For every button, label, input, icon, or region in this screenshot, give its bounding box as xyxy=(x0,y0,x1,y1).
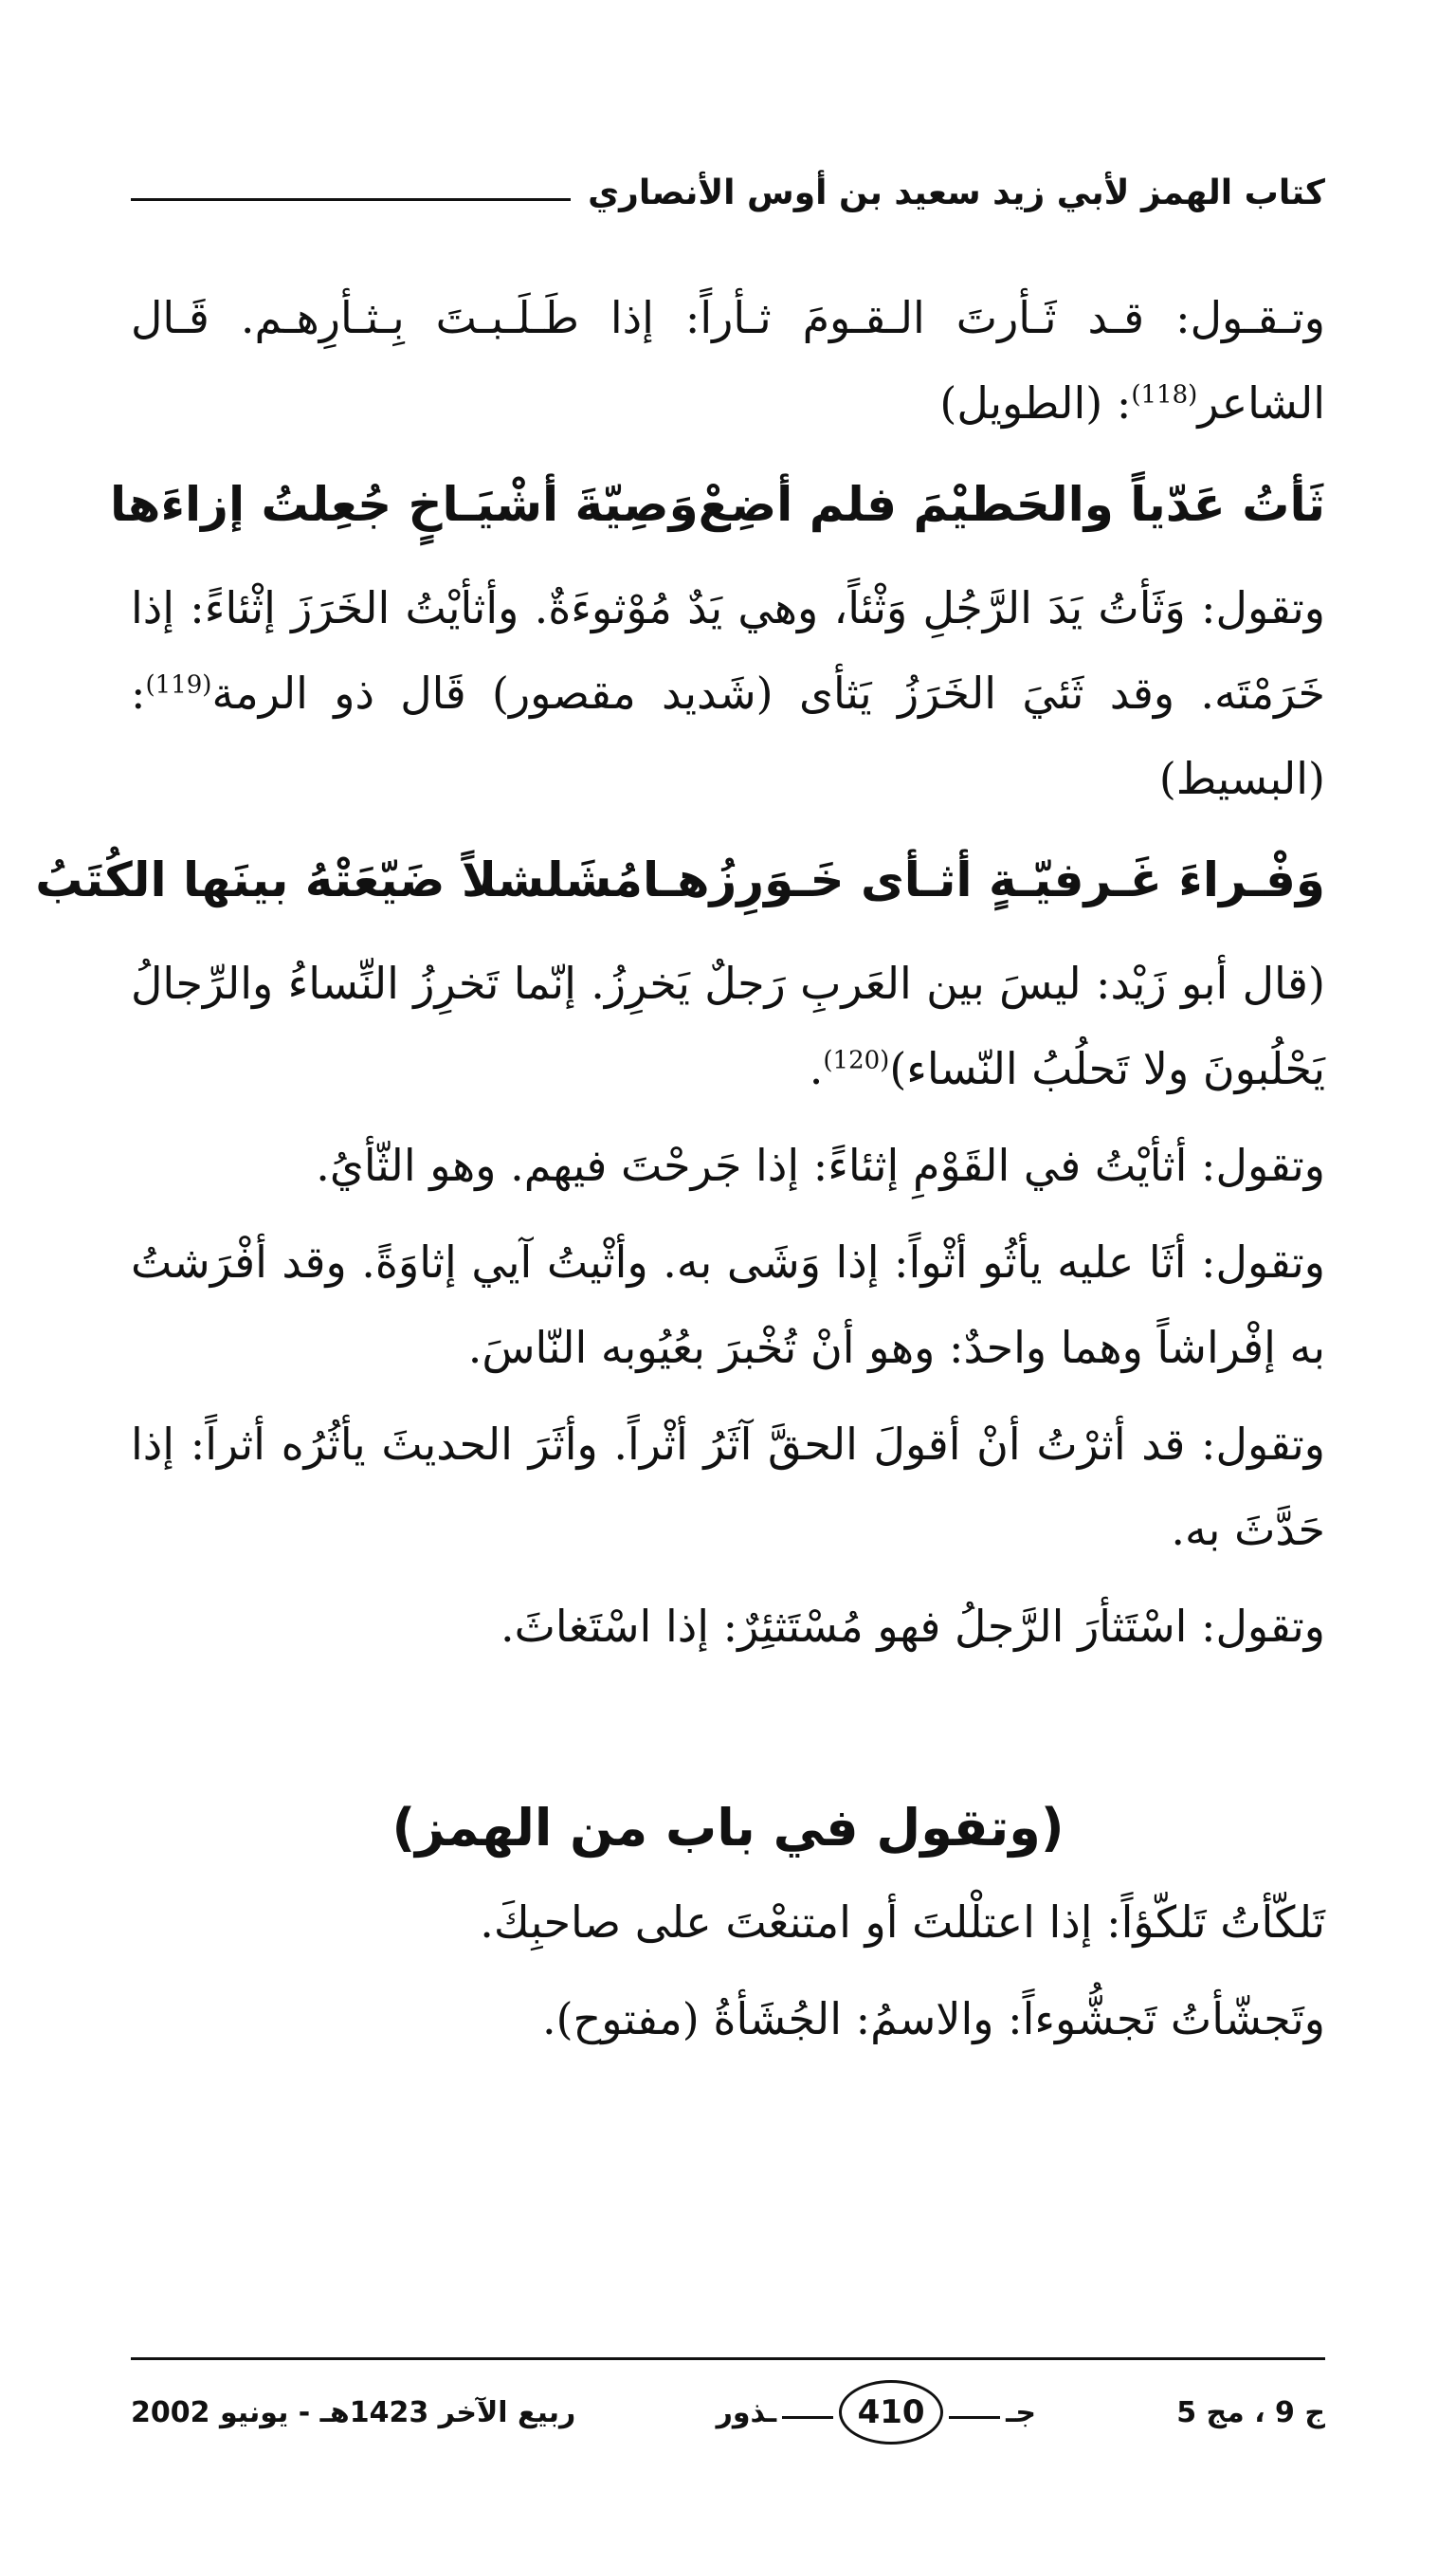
journal-brand xyxy=(717,2380,1036,2445)
issue-info: ج 9 ، مج 5 xyxy=(1176,2395,1325,2429)
brand-prefix: جـ xyxy=(1006,2395,1036,2429)
page-body xyxy=(35,275,1325,2073)
paragraph-2-text: وتقول: وَثَأتُ يَدَ الرَّجُلِ وَثْئاً، وهي يَدٌ مُوْثوءَةٌ. وأثأيْتُ الخَرَزَ إثْئاءً: إذا خَرَمْتَه. وقد ثَئيَ الخَرَزُ يَثأى (شَديد مقصور) قَال ذو الرمة xyxy=(131,582,1325,719)
paragraph-3 xyxy=(131,941,1325,1111)
page-number: 410 xyxy=(839,2380,943,2445)
book-title: كتاب الهمز لأبي زيد سعيد بن أوس الأنصاري xyxy=(588,173,1325,212)
footnote-ref-120: (120) xyxy=(823,1046,890,1075)
brand-suffix: ـذور xyxy=(716,2395,777,2429)
paragraph-1-text: وتـقـول: قـد ثَـأرتَ الـقـومَ ثـأراً: إذا طَـلَـبـتَ بِـثـأرِهـم. قَـال الشاعر xyxy=(131,292,1325,429)
brand-line-left xyxy=(782,2416,833,2419)
meter-label-1: : (الطويل) xyxy=(939,377,1132,429)
footnote-ref-118: (118) xyxy=(1131,380,1198,410)
header-rule xyxy=(131,198,571,201)
issue-date: ربيع الآخر 1423هـ - يونيو 2002 xyxy=(131,2395,576,2429)
verse-2-second-hemistich: مُشَلشلاً ضَيّعَتْهُ بينَها الكُتَبُ xyxy=(35,852,643,907)
paragraph-3-text: (قال أبو زَيْد: ليسَ بين العَربِ رَجلٌ يَخرِزُ. إنّما تَخرِزُ النِّساءُ والرِّجالُ يَحْلُبونَ ولا تَحلُبُ النّساء) xyxy=(131,958,1325,1094)
page-footer xyxy=(131,2374,1325,2450)
verse-2 xyxy=(35,833,1325,927)
paragraph-1 xyxy=(131,275,1325,446)
meter-label-2: : (البسيط) xyxy=(131,668,1325,804)
verse-1-first-hemistich: ثَأتُ عَدّياً والحَطيْمَ فلم أضِعْ xyxy=(698,477,1325,532)
section-heading: (وتقول في باب من الهمز) xyxy=(391,1798,1065,1858)
paragraph-4: وتقول: أثأيْتُ في القَوْمِ إثئاءً: إذا جَرحْتَ فيهم. وهو الثّأيُ. xyxy=(316,1140,1325,1191)
verse-2-first-hemistich: وَفْـراءَ غَـرفيّـةٍ أثـأى خَـوَرِزُهـا xyxy=(642,852,1325,907)
paragraph-7: وتقول: اسْتَثأرَ الرَّجلُ فهو مُسْتَثئِرٌ: إذا اسْتَغاثَ. xyxy=(500,1601,1325,1652)
paragraph-3-end: . xyxy=(809,1043,824,1094)
paragraph-2 xyxy=(131,565,1325,821)
paragraph-5: وتقول: أثَا عليه يأثُو أثْواً: إذا وَشَى به. وأثْيتُ آيي إثاوَةً. وقد أفْرَشتُ به إفْراشاً وهما واحدٌ: وهو أنْ تُخْبرَ بعُيُوبه النّاسَ. xyxy=(131,1236,1325,1373)
paragraph-9: وتَجشّأتُ تَجشُّوءاً: والاسمُ: الجُشَأةُ (مفتوح). xyxy=(541,1993,1325,2044)
verse-1-second-hemistich: وَصِيّةَ أشْيَـاخٍ جُعِلتُ إزاءَها xyxy=(110,477,699,532)
brand-line-right xyxy=(949,2416,1000,2419)
footnote-ref-119: (119) xyxy=(145,670,212,700)
paragraph-6: وتقول: قد أثرْتُ أنْ أقولَ الحقَّ آثَرُ أثْراً. وأثَرَ الحديثَ يأثُرُه أثراً: إذا حَدَّثَ به. xyxy=(131,1419,1325,1555)
paragraph-8: تَلكّأتُ تَلكّؤاً: إذا اعتلْلتَ أو امتنعْتَ على صاحبِكَ. xyxy=(480,1896,1325,1948)
footer-rule xyxy=(131,2357,1325,2360)
verse-1 xyxy=(110,457,1325,552)
running-header xyxy=(131,159,1325,226)
